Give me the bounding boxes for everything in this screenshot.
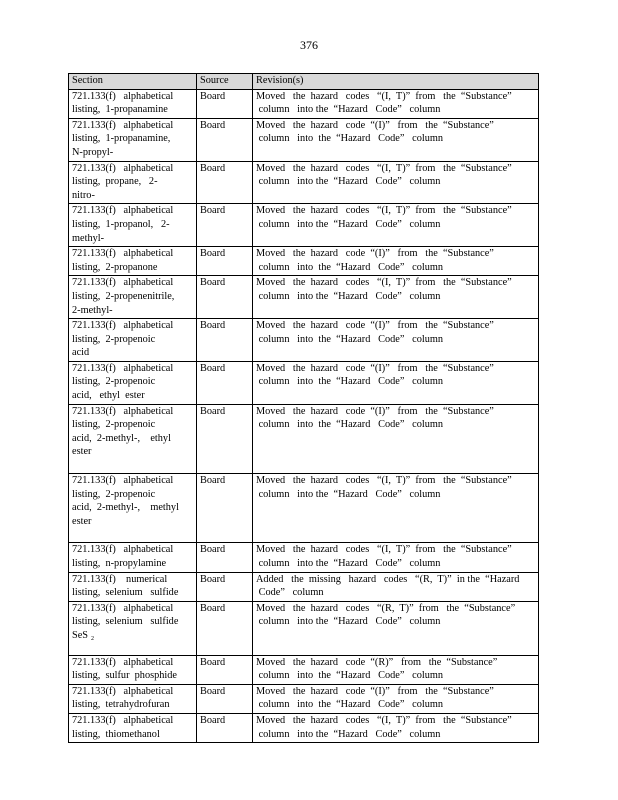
revision-cell-line: Moved the hazard codes “(I, T)” from the “Substance” [256, 277, 512, 289]
source-cell: Board [197, 319, 253, 362]
revision-cell-line: column into the “Hazard Code” column [256, 728, 441, 740]
section-cell-line: listing, 2-propenenitrile, [72, 290, 175, 302]
section-cell-line: 721.133(f) alphabetical [72, 119, 174, 131]
revision-cell-line: column into the “Hazard Code” column [256, 558, 441, 569]
source-cell: Board [197, 474, 253, 543]
section-cell-line: acid, 2-methyl-, ethyl [72, 432, 171, 444]
source-cell: Board [197, 543, 253, 572]
section-cell [69, 204, 197, 247]
revision-cell-line: column into the “Hazard Code” column [256, 376, 444, 388]
revision-cell-line: column into the “Hazard Code” column [256, 333, 444, 345]
source-cell: Board [197, 713, 253, 742]
section-cell [69, 543, 197, 572]
table-row [69, 601, 539, 655]
revision-cell [253, 118, 539, 161]
revision-cell [253, 361, 539, 404]
revision-cell-line: column into the “Hazard Code” column [256, 104, 441, 116]
revision-cell [253, 247, 539, 276]
table-row [69, 161, 539, 204]
section-cell-line: N-propyl- [72, 146, 114, 158]
section-cell-line: listing, 1-propanamine, [72, 133, 171, 145]
section-cell-line: listing, tetrahydrofuran [72, 699, 170, 711]
revision-cell [253, 572, 539, 601]
revision-cell-line: Moved the hazard codes “(I, T)” from the “Substance” [256, 544, 512, 556]
revision-cell [253, 543, 539, 572]
revision-cell [253, 276, 539, 319]
section-cell-line: listing, 2-propenoic [72, 376, 156, 388]
section-cell-line: 721.133(f) alphabetical [72, 277, 174, 289]
source-cell: Board [197, 247, 253, 276]
revision-cell-line: Moved the hazard code “(R)” from the “Substance” [256, 656, 498, 668]
section-cell-line: 721.133(f) alphabetical [72, 544, 174, 556]
header-revisions: Revision(s) [253, 74, 539, 90]
revision-cell-line: column into the “Hazard Code” column [256, 261, 444, 273]
table-row [69, 474, 539, 543]
section-cell-line: 721.133(f) alphabetical [72, 685, 174, 697]
table-row [69, 118, 539, 161]
section-cell-line: 721.133(f) alphabetical [72, 162, 174, 174]
section-cell [69, 118, 197, 161]
revision-cell-line: column into the “Hazard Code” column [256, 670, 444, 682]
revision-cell-line: Moved the hazard code “(I)” from the “Substance” [256, 248, 494, 260]
revision-cell-line: Moved the hazard codes “(I, T)” from the “Substance” [256, 475, 512, 487]
revision-cell-line: Moved the hazard codes “(I, T)” from the “Substance” [256, 205, 512, 217]
section-cell-line: 721.133(f) alphabetical [72, 362, 174, 374]
section-cell-line: listing, 1-propanol, 2- [72, 218, 170, 230]
revision-cell-line: column into the “Hazard Code” column [256, 290, 441, 302]
revision-cell-line: Moved the hazard codes “(R, T)” from the “Substance” [256, 602, 516, 614]
section-cell-line: 721.133(f) alphabetical [72, 320, 174, 332]
section-cell [69, 474, 197, 543]
revision-cell-line: column into the “Hazard Code” column [256, 616, 441, 628]
revision-cell-line: Moved the hazard code “(I)” from the “Substance” [256, 362, 494, 374]
section-cell [69, 161, 197, 204]
revision-cell-line: Moved the hazard code “(I)” from the “Substance” [256, 405, 494, 417]
section-cell-line: listing, thiomethanol [72, 728, 160, 740]
section-cell-line: listing, selenium sulfide [72, 587, 179, 599]
source-cell: Board [197, 89, 253, 118]
section-cell [69, 319, 197, 362]
section-cell-line: listing, 2-propanone [72, 261, 158, 273]
section-cell [69, 247, 197, 276]
revision-cell-line: Moved the hazard codes “(I, T)” from the “Substance” [256, 90, 512, 102]
section-cell-line: listing, sulfur phosphide [72, 670, 177, 682]
source-cell: Board [197, 655, 253, 684]
revision-cell-line: Moved the hazard codes “(I, T)” from the “Substance” [256, 714, 512, 726]
revision-cell-line: Added the missing hazard codes “(R, T)” in the “Hazard [256, 573, 520, 585]
section-cell-line: acid, ethyl ester [72, 390, 145, 402]
table-row [69, 713, 539, 742]
revision-cell-line: column into the “Hazard Code” column [256, 218, 441, 230]
source-cell: Board [197, 684, 253, 713]
section-cell [69, 655, 197, 684]
section-cell [69, 361, 197, 404]
table-row [69, 319, 539, 362]
section-cell-line: listing, 2-propenoic [72, 419, 156, 431]
source-cell: Board [197, 204, 253, 247]
table-row [69, 361, 539, 404]
table-row [69, 89, 539, 118]
revision-cell-line: column into the “Hazard Code” column [256, 176, 441, 188]
table-row [69, 543, 539, 572]
source-cell: Board [197, 118, 253, 161]
section-cell-line: acid [72, 347, 90, 359]
section-cell-line: 721.133(f) alphabetical [72, 475, 174, 487]
section-cell-line: methyl- [72, 232, 105, 244]
section-cell-line: 721.133(f) alphabetical [72, 205, 174, 217]
header-source: Source [197, 74, 253, 90]
section-cell-line: listing, 2-propenoic [72, 488, 156, 500]
section-cell [69, 89, 197, 118]
section-cell [69, 713, 197, 742]
section-cell-line: listing, propane, 2- [72, 176, 158, 188]
revision-cell [253, 319, 539, 362]
revision-cell-line: column into the “Hazard Code” column [256, 133, 444, 145]
section-cell-line: listing, 2-propenoic [72, 333, 156, 345]
revision-cell-line: Moved the hazard codes “(I, T)” from the “Substance” [256, 162, 512, 174]
section-cell [69, 572, 197, 601]
section-cell [69, 276, 197, 319]
revision-cell-line: Moved the hazard code “(I)” from the “Substance” [256, 685, 494, 697]
section-cell-line: SeS ₂ [72, 629, 95, 641]
revision-cell-line: Moved the hazard code “(I)” from the “Substance” [256, 119, 494, 131]
revision-cell [253, 474, 539, 543]
section-cell-line: 721.133(f) alphabetical [72, 656, 174, 668]
revision-cell [253, 161, 539, 204]
revision-cell-line: Moved the hazard code “(I)” from the “Substance” [256, 320, 494, 332]
table-row [69, 404, 539, 473]
table-body [69, 89, 539, 743]
section-cell-line: listing, selenium sulfide [72, 616, 179, 628]
revision-cell-line: column into the “Hazard Code” column [256, 699, 444, 711]
revision-cell [253, 684, 539, 713]
header-section: Section [69, 74, 197, 90]
revision-cell [253, 713, 539, 742]
section-cell [69, 404, 197, 473]
source-cell: Board [197, 572, 253, 601]
section-cell-line: 721.133(f) numerical [72, 573, 168, 585]
revision-cell [253, 204, 539, 247]
table-row [69, 204, 539, 247]
source-cell: Board [197, 404, 253, 473]
source-cell: Board [197, 161, 253, 204]
source-cell: Board [197, 276, 253, 319]
section-cell [69, 684, 197, 713]
table-row [69, 247, 539, 276]
revision-cell [253, 89, 539, 118]
section-cell-line: nitro- [72, 189, 95, 201]
section-cell-line: 721.133(f) alphabetical [72, 405, 174, 417]
revision-cell-line: column into the “Hazard Code” column [256, 488, 441, 500]
table-row [69, 684, 539, 713]
section-cell-line: 721.133(f) alphabetical [72, 714, 174, 726]
source-cell: Board [197, 361, 253, 404]
section-cell-line: 721.133(f) alphabetical [72, 602, 174, 614]
section-cell-line: listing, 1-propanamine [72, 104, 168, 116]
section-cell [69, 601, 197, 655]
revision-cell [253, 601, 539, 655]
revision-cell-line: column into the “Hazard Code” column [256, 419, 444, 431]
section-cell-line: 721.133(f) alphabetical [72, 90, 174, 102]
table-row [69, 276, 539, 319]
section-cell-line: 2-methyl- [72, 304, 113, 316]
page-number: 376 [300, 38, 318, 52]
section-cell-line: ester [72, 446, 92, 458]
section-cell-line: listing, n-propylamine [72, 558, 167, 569]
revision-cell [253, 404, 539, 473]
revisions-table [68, 73, 539, 743]
revision-cell [253, 655, 539, 684]
section-cell-line: ester [72, 515, 92, 527]
section-cell-line: 721.133(f) alphabetical [72, 248, 174, 260]
table-row [69, 655, 539, 684]
revision-cell-line: Code” column [256, 587, 324, 599]
section-cell-line: acid, 2-methyl-, methyl [72, 502, 179, 514]
table-header-row [69, 74, 539, 90]
source-cell: Board [197, 601, 253, 655]
table-row [69, 572, 539, 601]
